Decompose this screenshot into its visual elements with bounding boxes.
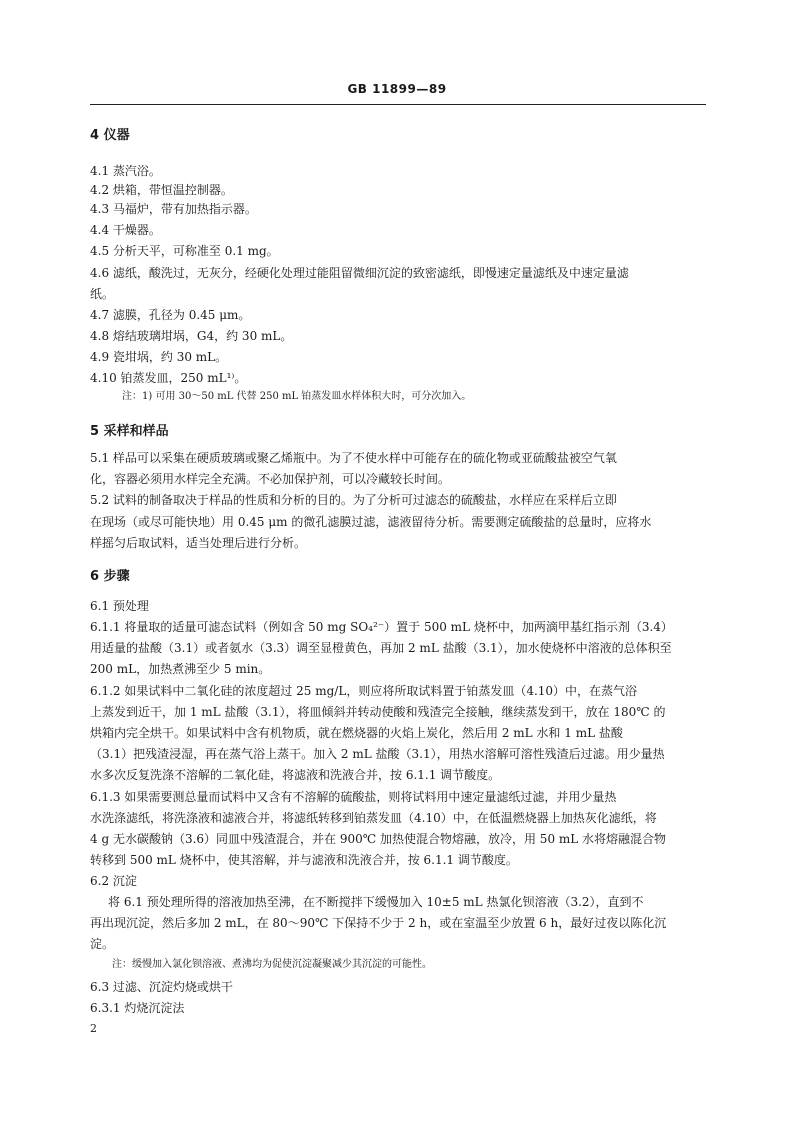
para-5-2-line-2: 在现场（或尽可能快地）用 0.45 μm 的微孔滤膜过滤，滤液留待分析。需要测定硫酸盐的总量时，应将水 [90, 515, 652, 529]
subsection-6-3-1: 6.3.1 灼烧沉淀法 [90, 1001, 185, 1015]
item-4-7: 4.7 滤膜，孔径为 0.45 μm。 [90, 308, 251, 322]
para-6-1-2-line-4: （3.1）把残渣浸湿，再在蒸气浴上蒸干。加入 2 mL 盐酸（3.1），用热水溶解可溶性残渣后过滤。用少量热 [90, 747, 665, 761]
para-6-2-line-1: 将 6.1 预处理所得的溶液加热至沸，在不断搅拌下缓慢加入 10±5 mL 热氯化钡溶液（3.2），直到不 [108, 895, 644, 909]
para-6-1-2-line-1: 6.1.2 如果试料中二氧化硅的浓度超过 25 mg/L，则应将所取试料置于铂蒸发皿（4.10）中，在蒸气浴 [90, 684, 638, 698]
para-6-1-1-line-1: 6.1.1 将量取的适量可滤态试料（例如含 50 mg SO₄²⁻）置于 500 mL 烧杯中，加两滴甲基红指示剂（3.4） [90, 620, 673, 634]
para-6-2-line-3: 淀。 [90, 937, 115, 951]
item-4-5: 4.5 分析天平，可称准至 0.1 mg。 [90, 244, 279, 258]
item-4-1: 4.1 蒸汽浴。 [90, 164, 161, 178]
item-4-2: 4.2 烘箱，带恒温控制器。 [90, 183, 233, 197]
header-rule [90, 104, 706, 105]
para-6-1-3-line-2: 水洗涤滤纸，将洗涤液和滤液合并，将滤纸转移到铂蒸发皿（4.10）中，在低温燃烧器上加热灰化滤纸，将 [90, 811, 657, 825]
subsection-6-2: 6.2 沉淀 [90, 874, 137, 888]
para-5-1-line-1: 5.1 样品可以采集在硬质玻璃或聚乙烯瓶中。为了不使水样中可能存在的硫化物或亚硫酸盐被空气氧 [90, 451, 617, 465]
para-6-2-line-2: 再出现沉淀，然后多加 2 mL，在 80～90℃ 下保持不少于 2 h，或在室温至少放置 6 h，最好过夜以陈化沉 [90, 916, 667, 930]
section-heading-4: 4 仪器 [90, 128, 130, 143]
para-6-1-1-line-2: 用适量的盐酸（3.1）或者氨水（3.3）调至显橙黄色，再加 2 mL 盐酸（3.1），加水使烧杯中溶液的总体积至 [90, 641, 672, 655]
subsection-6-1: 6.1 预处理 [90, 599, 149, 613]
para-6-1-3-line-4: 转移到 500 mL 烧杯中，使其溶解，并与滤液和洗液合并，按 6.1.1 调节酸度。 [90, 853, 518, 867]
para-5-2-line-1: 5.2 试料的制备取决于样品的性质和分析的目的。为了分析可过滤态的硫酸盐，水样应在采样后立即 [90, 493, 617, 507]
item-4-6-cont: 纸。 [90, 287, 115, 301]
item-4-8: 4.8 熔结玻璃坩埚，G4，约 30 mL。 [90, 329, 293, 343]
para-6-1-3-line-1: 6.1.3 如果需要测总量而试料中又含有不溶解的硫酸盐，则将试料用中速定量滤纸过滤，并用少量热 [90, 790, 617, 804]
item-4-4: 4.4 干燥器。 [90, 223, 161, 237]
item-4-3: 4.3 马福炉，带有加热指示器。 [90, 202, 257, 216]
item-4-9: 4.9 瓷坩埚，约 30 mL。 [90, 350, 228, 364]
page-number: 2 [90, 1022, 97, 1035]
footnote-4-10: 注：1) 可用 30～50 mL 代替 250 mL 铂蒸发皿水样体积大时，可分次加入。 [122, 391, 472, 402]
para-6-1-2-line-3: 烘箱内完全烘干。如果试料中含有机物质，就在燃烧器的火焰上炭化，然后用 2 mL 水和 1 mL 盐酸 [90, 726, 623, 740]
para-6-1-1-line-3: 200 mL，加热煮沸至少 5 min。 [90, 662, 271, 676]
subsection-6-3: 6.3 过滤、沉淀灼烧或烘干 [90, 980, 233, 994]
item-4-10: 4.10 铂蒸发皿，250 mL¹⁾。 [90, 371, 247, 385]
item-4-6: 4.6 滤纸，酸洗过，无灰分，经硬化处理过能阻留微细沉淀的致密滤纸，即慢速定量滤纸及中速定量滤 [90, 266, 629, 280]
para-6-1-2-line-5: 水多次反复洗涤不溶解的二氧化硅，将滤液和洗液合并，按 6.1.1 调节酸度。 [90, 768, 501, 782]
para-5-1-line-2: 化，容器必须用水样完全充满。不必加保护剂，可以冷藏较长时间。 [90, 472, 451, 486]
para-6-1-2-line-2: 上蒸发到近干，加 1 mL 盐酸（3.1），将皿倾斜并转动使酸和残渣完全接触，继续蒸发到干，放在 180℃ 的 [90, 705, 666, 719]
standard-number-header: GB 11899—89 [347, 82, 447, 96]
para-5-2-line-3: 样摇匀后取试料，适当处理后进行分析。 [90, 536, 307, 550]
section-heading-6: 6 步骤 [90, 569, 130, 584]
section-heading-5: 5 采样和样品 [90, 424, 169, 439]
note-6-2: 注：缓慢加入氯化钡溶液、煮沸均为促使沉淀凝聚减少其沉淀的可能性。 [112, 959, 432, 970]
para-6-1-3-line-3: 4 g 无水碳酸钠（3.6）同皿中残渣混合，并在 900℃ 加热使混合物熔融，放冷，用 50 mL 水将熔融混合物 [90, 832, 667, 846]
